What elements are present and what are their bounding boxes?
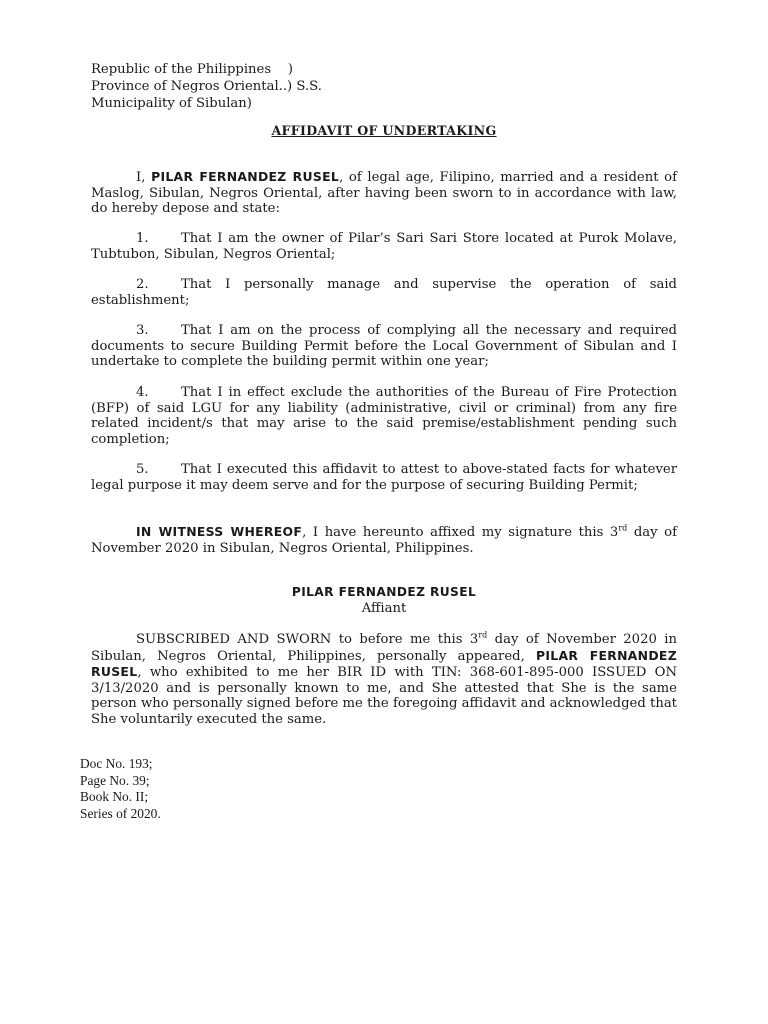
witness-paragraph (91, 524, 677, 556)
venue-line-province: Province of Negros Oriental..) S.S. (91, 79, 322, 94)
doc-number: Doc No. 193; (80, 756, 153, 771)
document-title: AFFIDAVIT OF UNDERTAKING (271, 123, 497, 138)
item-2 (91, 277, 677, 308)
item-text: That I am the owner of Pilar’s Sari Sari Store located at Purok Molave, Tubtubon, Sibulan, Negros Oriental; (91, 231, 677, 262)
item-text: That I am on the process of complying all the necessary and required documents to secure Building Permit before the Local Government of Sibulan and I undertake to complete the building permit within one year; (91, 323, 677, 370)
witness-text-2: day of November 2020 in Sibulan, Negros Oriental, Philippines. (91, 525, 677, 556)
series-year: Series of 2020. (80, 805, 161, 821)
item-number: 1. (136, 231, 149, 246)
book-number: Book No. II; (80, 789, 149, 804)
item-text: That I in effect exclude the authorities of the Bureau of Fire Protection (BFP) of said LGU for any liability (administrative, civil or criminal) from any fire related incident/s that may arise to the said premise/establishment pending such completion; (91, 385, 677, 447)
item-number: 3. (136, 323, 149, 338)
item-5 (91, 462, 677, 493)
affiant-name-jurat: PILAR FERNANDEZ RUSEL (91, 647, 677, 680)
item-1 (91, 231, 677, 262)
affiant-name-intro: PILAR FERNANDEZ RUSEL (151, 169, 340, 184)
page-number: Page No. 39; (80, 772, 150, 788)
jurat-paragraph (91, 632, 677, 728)
affiant-role: Affiant (361, 600, 407, 616)
intro-post: , of legal age, Filipino, married and a resident of Maslog, Sibulan, Negros Oriental, after having been sworn to in accordance with law, do hereby depose and state: (91, 170, 677, 217)
affiant-signature-name: PILAR FERNANDEZ RUSEL (291, 585, 477, 599)
witness-text-1: , I have hereunto affixed my signature this 3 (302, 525, 619, 540)
signature-block (0, 585, 768, 616)
item-4 (91, 385, 677, 447)
intro-paragraph (91, 169, 677, 217)
jurat-ordinal: rd (478, 630, 488, 640)
witness-lead: IN WITNESS WHEREOF (136, 524, 303, 539)
witness-ordinal: rd (618, 523, 628, 533)
venue-line-republic: Republic of the Philippines ) (91, 62, 294, 77)
item-3 (91, 323, 677, 370)
item-number: 5. (136, 462, 149, 477)
venue-block (91, 61, 322, 112)
item-text: That I personally manage and supervise the operation of said establishment; (91, 277, 677, 308)
intro-pre: I, (136, 170, 152, 185)
jurat-text-3: , who exhibited to me her BIR ID with TIN: 368-601-895-000 ISSUED ON 3/13/2020 and is personally known to me, and She attested that She is the same person who personally signed before me the foregoing affidavit and acknowledged that She voluntarily executed the same. (91, 665, 677, 727)
notarial-register-block (80, 756, 161, 822)
item-number: 4. (136, 385, 149, 400)
venue-line-municipality: Municipality of Sibulan) (91, 96, 252, 111)
jurat-text-2: day of November 2020 in Sibulan, Negros Oriental, Philippines, personally appeared, (91, 632, 677, 664)
jurat-text-1: SUBSCRIBED AND SWORN to before me this 3 (136, 632, 479, 647)
item-number: 2. (136, 277, 149, 292)
item-text: That I executed this affidavit to attest to above-stated facts for whatever legal purpose it may deem serve and for the purpose of securing Building Permit; (91, 462, 677, 493)
